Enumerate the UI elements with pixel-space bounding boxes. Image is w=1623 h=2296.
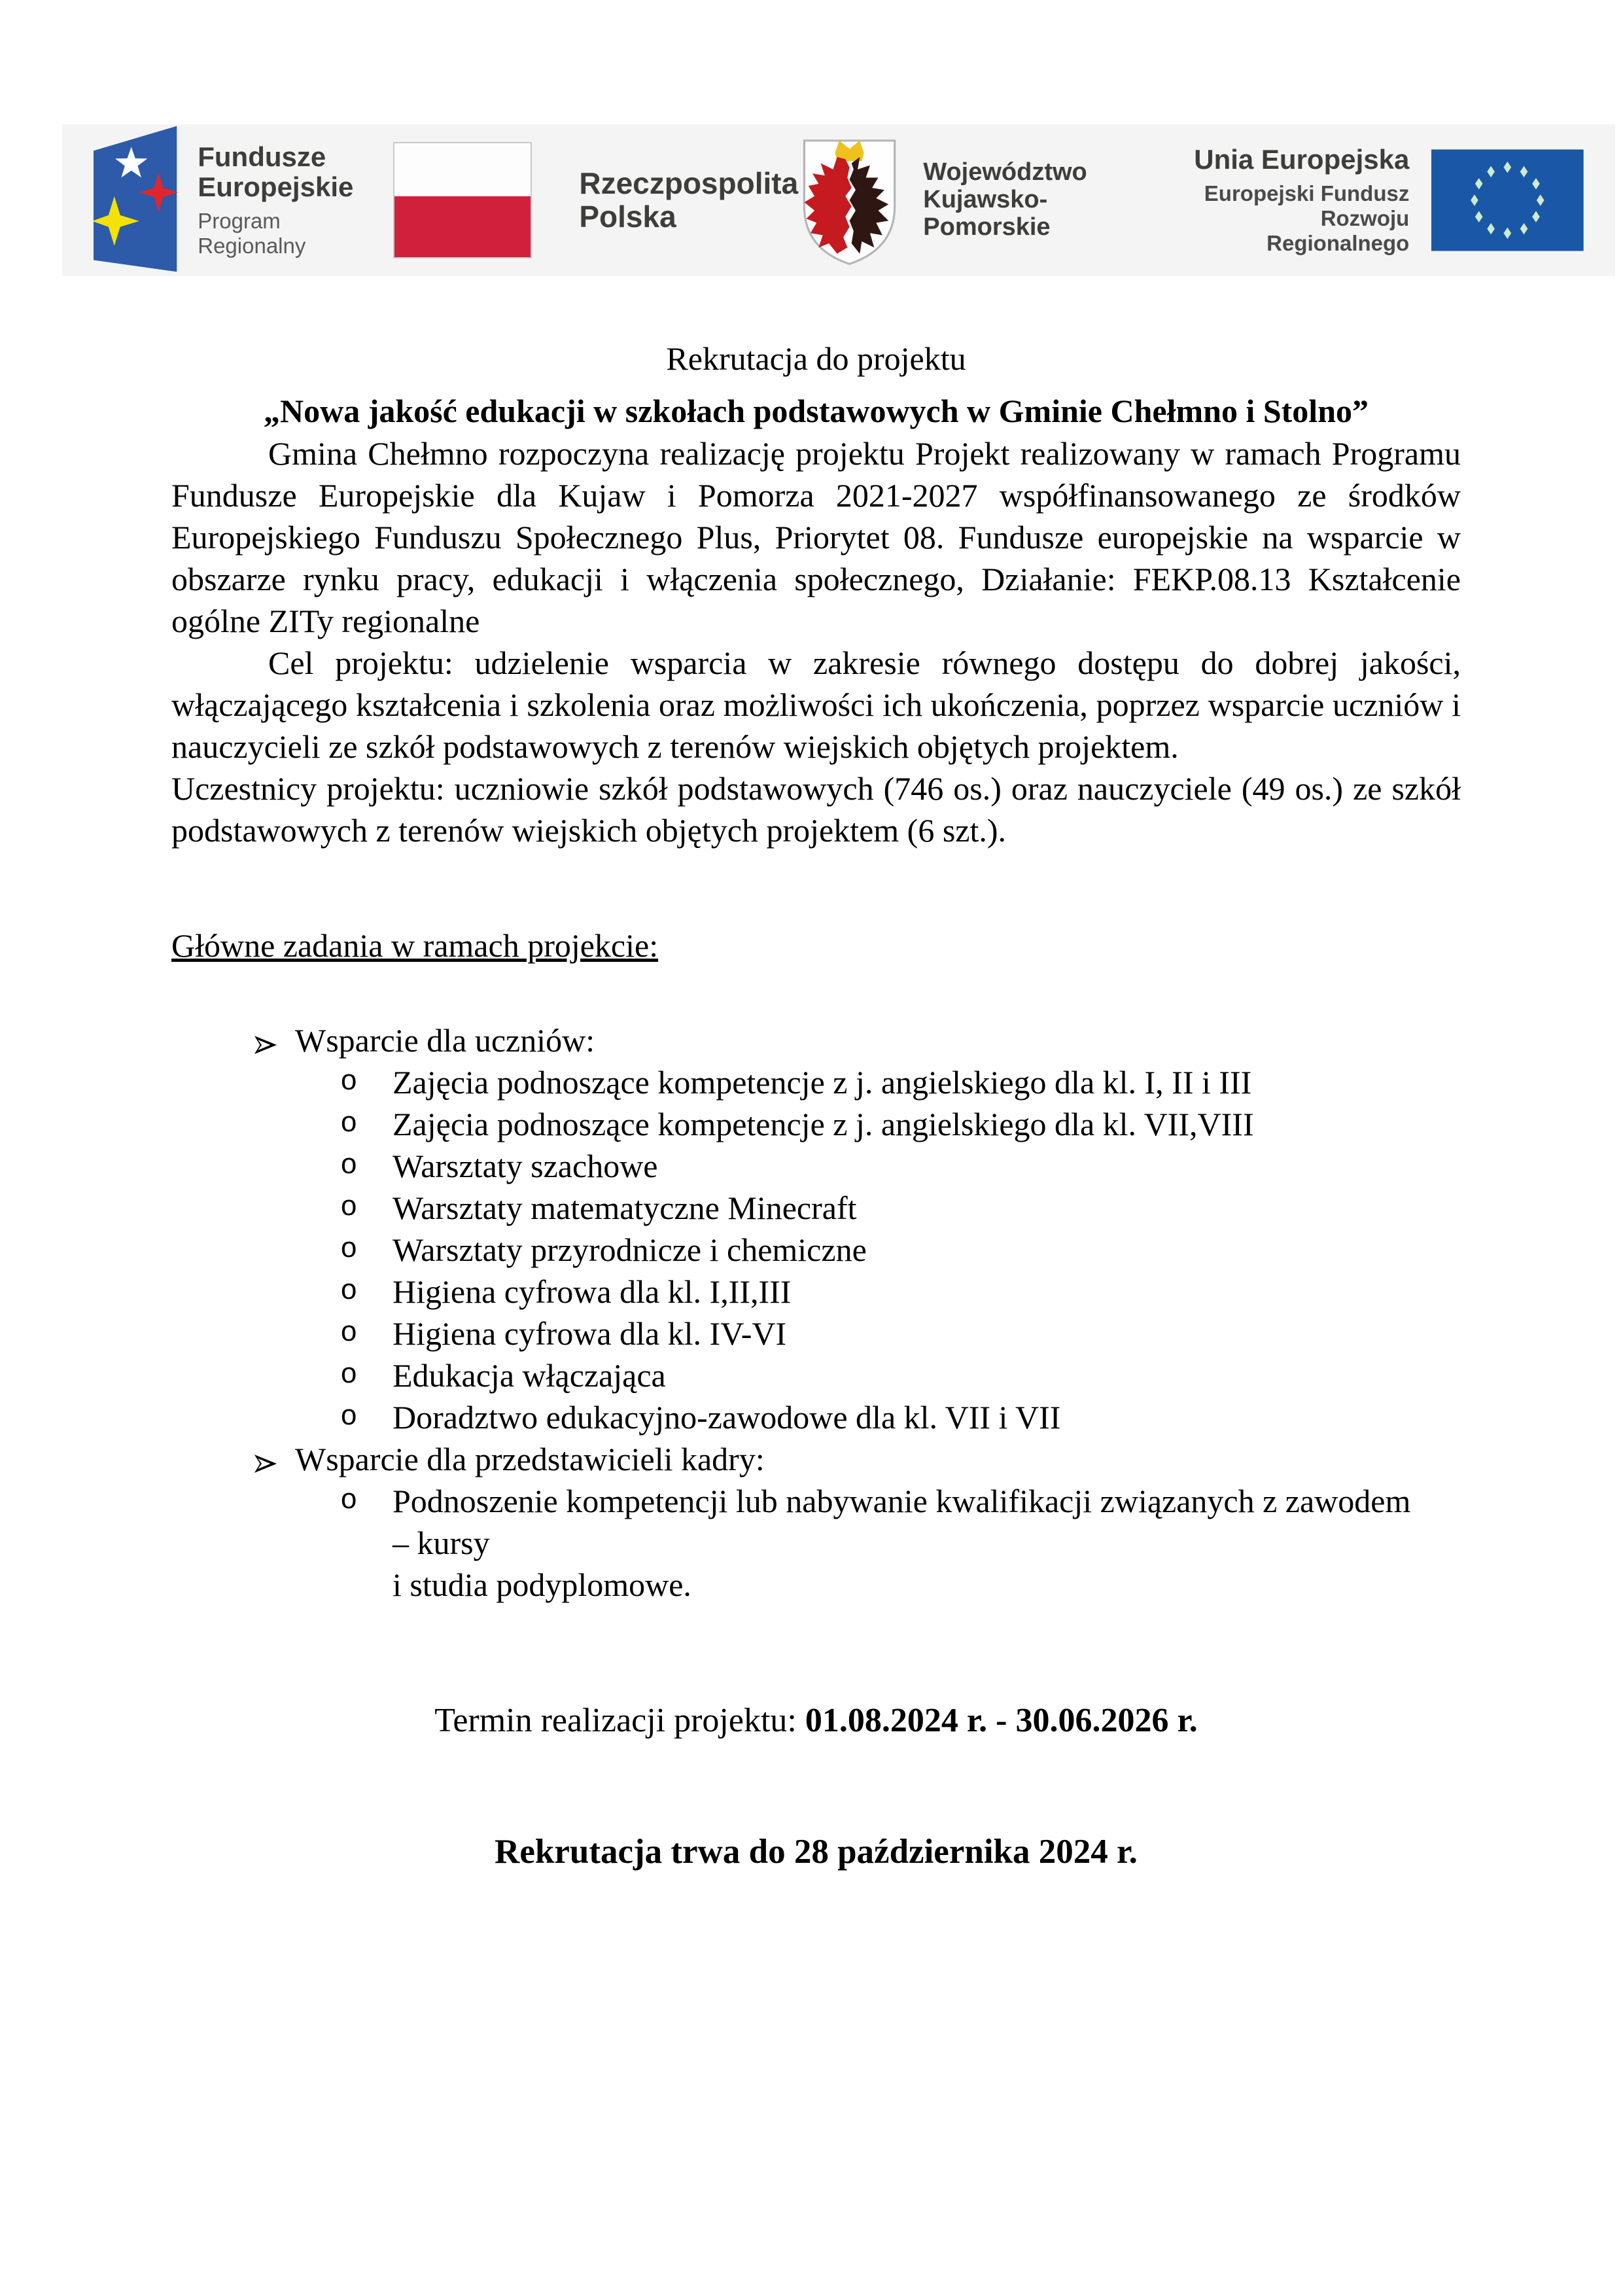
list-item-line: i studia podyplomowe. — [393, 1566, 691, 1603]
list-item — [340, 1061, 1461, 1103]
kujawsko-pomorskie-coat-of-arms-icon — [798, 132, 901, 268]
circle-bullet: o — [340, 1150, 358, 1182]
list-item-text: Warsztaty przyrodnicze i chemiczne — [393, 1231, 867, 1268]
logo-ue-subtitle-line2: Rozwoju Regionalnego — [1266, 206, 1410, 256]
title-block — [171, 337, 1461, 433]
list-item — [340, 1145, 1461, 1187]
circle-bullet: o — [340, 1401, 358, 1434]
logo-kp-title-line2: Kujawsko-Pomorskie — [923, 186, 1051, 241]
logo-rzeczpospolita-polska — [393, 142, 798, 258]
logo-strip — [62, 124, 1615, 276]
logo-ue-subtitle — [1173, 181, 1409, 256]
project-term-line — [171, 1700, 1461, 1742]
circle-bullet: o — [340, 1317, 358, 1350]
list-item — [340, 1103, 1461, 1145]
task-list — [171, 1019, 1461, 1606]
circle-bullet: o — [340, 1066, 358, 1099]
circle-bullet: o — [340, 1192, 358, 1224]
list-item-line: Podnoszenie kompetencji lub nabywanie kwalifikacji związanych z zawodem — [393, 1483, 1411, 1519]
poland-flag-icon — [393, 142, 532, 258]
logo-fe-text — [198, 142, 393, 258]
list-item-text: Doradztwo edukacyjno-zawodowe dla kl. VII i VII — [393, 1399, 1061, 1436]
list-item-text: Zajęcia podnoszące kompetencje z j. angielskiego dla kl. I, II i III — [393, 1064, 1252, 1101]
circle-bullet: o — [340, 1485, 358, 1517]
project-term-dates: 01.08.2024 r. - 30.06.2026 r. — [805, 1702, 1198, 1739]
circle-bullet: o — [340, 1359, 358, 1392]
poland-flag-red-stripe — [394, 196, 531, 257]
list-item — [340, 1187, 1461, 1229]
logo-rp-title-line1: Rzeczpospolita — [579, 166, 799, 201]
section-heading — [171, 925, 1461, 966]
logo-fe-subtitle: Program Regionalny — [198, 209, 306, 258]
list-item-text: Warsztaty szachowe — [393, 1148, 658, 1184]
list-item — [340, 1480, 1461, 1606]
project-term-label: Termin realizacji projektu: — [434, 1702, 805, 1739]
logo-fundusze-europejskie — [92, 124, 393, 276]
logo-fe-title-line2: Europejskie — [198, 171, 354, 203]
paragraph-uczestnicy: Uczestnicy projektu: uczniowie szkół podstawowych (746 os.) oraz nauczyciele (49 os.) ze szkół podstawowych z terenów wiejskich objętych projektem (6 szt.). — [171, 770, 1461, 849]
list-item — [340, 1396, 1461, 1438]
circle-bullet: o — [340, 1108, 358, 1140]
list-item-text: Higiena cyfrowa dla kl. IV-VI — [393, 1315, 787, 1352]
list-item — [340, 1271, 1461, 1313]
list-group-label: Wsparcie dla uczniów: — [295, 1022, 595, 1059]
logo-fe-title — [198, 142, 393, 202]
logo-unia-europejska — [1173, 145, 1584, 256]
fundusze-europejskie-flag-icon — [92, 124, 178, 276]
logo-wojewodztwo-kujawsko-pomorskie — [798, 132, 1173, 268]
paragraph-cel-projektu: Cel projektu: udzielenie wsparcia w zakresie równego dostępu do dobrej jakości, włączającego kształcenia i szkolenia oraz możliwości ich ukończenia, poprzez wsparcie uczniów i nauczycieli ze szkół podstawowych z terenów wiejskich objętych projektem. — [171, 645, 1461, 765]
logo-ue-subtitle-line1: Europejski Fundusz — [1204, 181, 1410, 206]
logo-rp-title-line2: Polska — [579, 200, 676, 234]
list-item — [340, 1354, 1461, 1396]
list-item-text: Zajęcia podnoszące kompetencje z j. angielskiego dla kl. VII,VIII — [393, 1106, 1254, 1142]
logo-ue-title: Unia Europejska — [1194, 144, 1410, 175]
document-body — [0, 276, 1623, 1873]
list-group-uczniowie — [252, 1019, 1461, 1061]
logo-rp-title — [579, 167, 798, 233]
list-item-text: Edukacja włączająca — [393, 1357, 666, 1394]
list-item-text: Warsztaty matematyczne Minecraft — [393, 1190, 857, 1226]
list-item-text-multiline — [393, 1480, 1461, 1606]
circle-bullet: o — [340, 1275, 358, 1308]
circle-bullet: o — [340, 1233, 358, 1266]
document-title-line2: „Nowa jakość edukacji w szkołach podstawowych w Gminie Chełmno i Stolno” — [263, 393, 1369, 429]
logo-kp-title-line1: Województwo — [923, 158, 1087, 186]
arrowhead-right-icon — [252, 1438, 295, 1480]
arrowhead-right-icon — [252, 1019, 295, 1061]
document-title-line1: Rekrutacja do projektu — [666, 340, 966, 377]
paragraph-intro: Gmina Chełmno rozpoczyna realizację projektu Projekt realizowany w ramach Programu Fundusze Europejskie dla Kujaw i Pomorza 2021-2027 współfinansowanego ze środków Europejskiego Funduszu Społecznego Plus, Priorytet 08. Fundusze europejskie na wsparcie w obszarze rynku pracy, edukacji i włączenia społecznego, Działanie: FEKP.08.13 Kształcenie ogólne ZITy regionalne — [171, 435, 1461, 639]
section-heading-text: Główne zadania w ramach projekcie: — [171, 927, 659, 964]
logo-ue-text — [1173, 145, 1409, 256]
list-group-label: Wsparcie dla przedstawicieli kadry: — [295, 1441, 765, 1477]
list-item-line: – kursy — [393, 1525, 490, 1561]
recruitment-deadline-line: Rekrutacja trwa do 28 października 2024 r. — [495, 1833, 1138, 1871]
list-item-text: Higiena cyfrowa dla kl. I,II,III — [393, 1273, 792, 1310]
poland-flag-white-stripe — [394, 143, 531, 196]
list-item — [340, 1229, 1461, 1271]
logo-fe-title-line1: Fundusze — [198, 141, 326, 172]
list-item — [340, 1313, 1461, 1354]
logo-kp-title — [923, 159, 1173, 241]
eu-flag-icon — [1431, 149, 1584, 251]
list-group-kadra — [252, 1438, 1461, 1480]
